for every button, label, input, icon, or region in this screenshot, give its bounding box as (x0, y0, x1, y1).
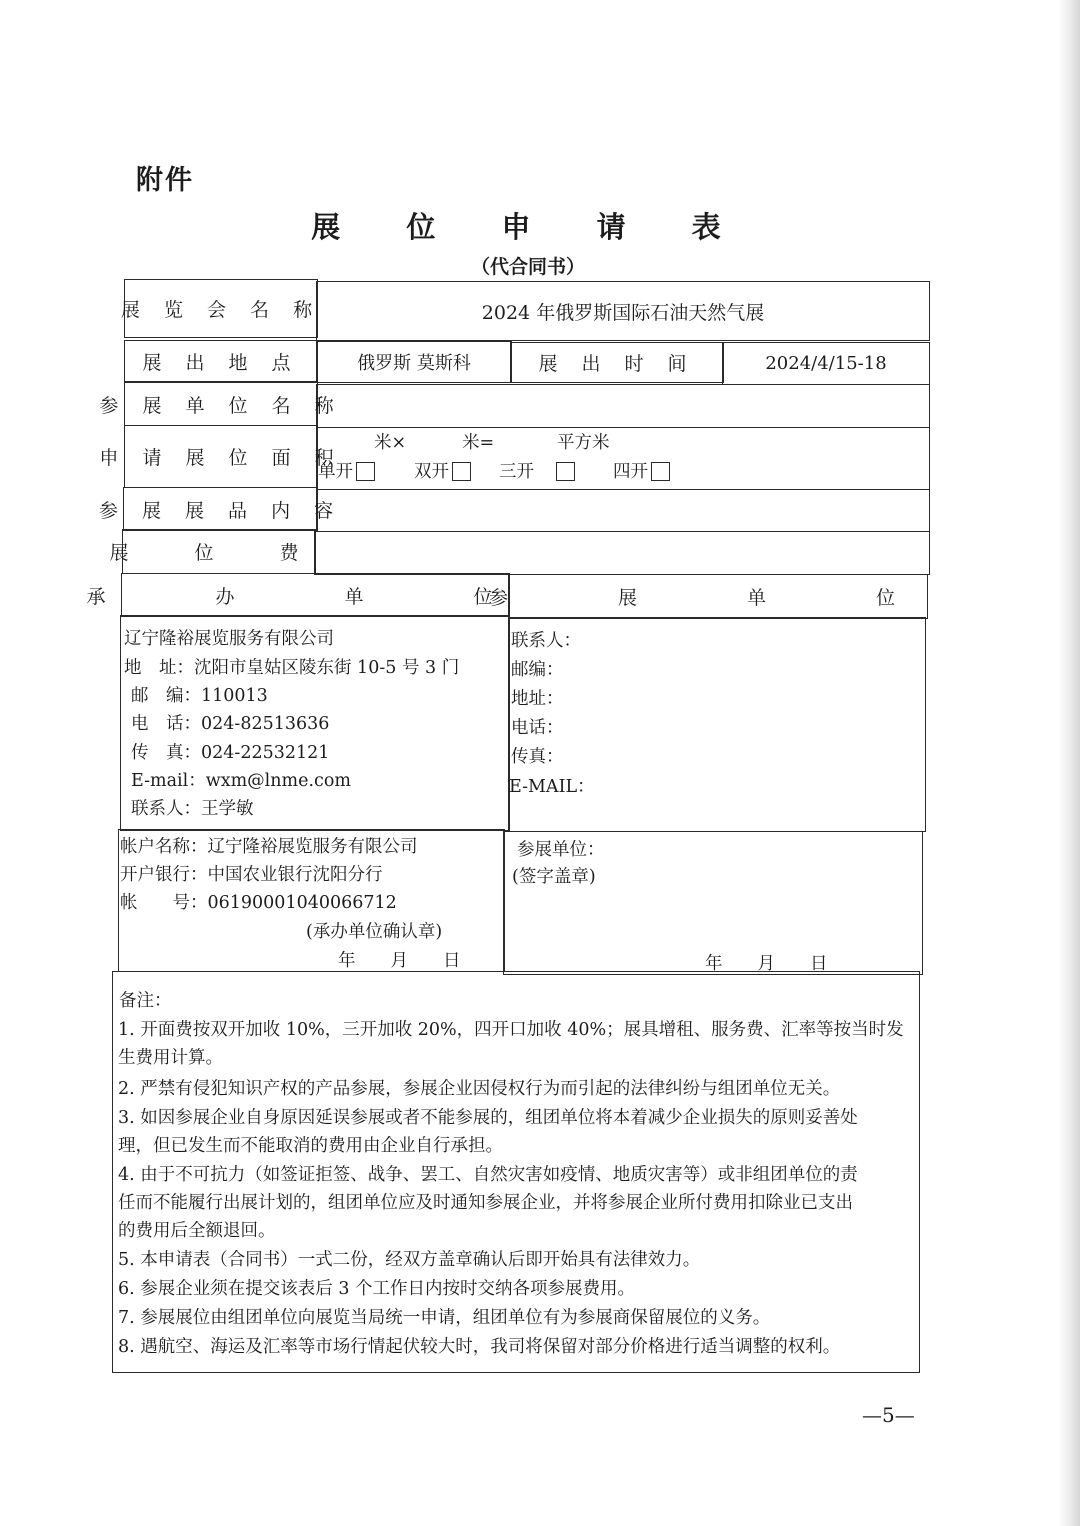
exhibitor-contact: 联系人： (511, 631, 581, 651)
exhibitor-fax: 传真： (511, 747, 564, 767)
time-label: 展 出 时 间 (538, 353, 696, 375)
open-triple-checkbox[interactable] (556, 462, 575, 481)
organizer-bank: 开户银行：中国农业银行沈阳分行 (120, 865, 383, 885)
area-label: 申 请 展 位 面 积 (99, 447, 343, 469)
organizer-phone: 电 话：024-82513636 (131, 714, 330, 734)
organizer-account-number: 帐 号：06190001040066712 (120, 893, 397, 913)
area-unit-meter-1: 米× (374, 433, 407, 453)
fee-value[interactable] (314, 531, 930, 575)
note-line: 6. 参展企业须在提交该表后 3 个工作日内按时交纳各项参展费用。 (118, 1279, 636, 1299)
exhibitor-phone: 电话： (511, 718, 564, 738)
exhibitor-date-line: 年 月 日 (705, 954, 828, 974)
exhibitor-name-label: 参 展 单 位 名 称 (99, 394, 343, 417)
note-line: 5. 本申请表（合同书）一式二份，经双方盖章确认后即开始具有法律效力。 (118, 1250, 701, 1270)
exhibits-value[interactable] (316, 489, 930, 532)
area-unit-sqm: 平方米 (557, 433, 610, 453)
note-line: 的费用后全额退回。 (118, 1221, 276, 1241)
note-line: 4. 由于不可抗力（如签证拒签、战争、罢工、自然灾害如疫情、地质灾害等）或非组团单位的责 (118, 1165, 858, 1185)
page-edge-shadow (1058, 0, 1080, 1526)
expo-name-value: 2024 年俄罗斯国际石油天然气展 (481, 301, 765, 324)
note-line: 理，但已发生而不能取消的费用由企业自行承担。 (118, 1136, 503, 1156)
time-value: 2024/4/15-18 (765, 353, 887, 374)
exhibitor-sign-seal: (签字盖章) (512, 867, 596, 887)
note-line: 1. 开面费按双开加收 10%，三开加收 20%，四开口加收 40%；展具增租、服务费、汇率等按当时发 (118, 1020, 904, 1040)
open-single-label: 单开 (318, 462, 353, 482)
page-number: —5— (862, 1403, 915, 1427)
open-quad-label: 四开 (613, 462, 648, 482)
fee-label: 展 位 费 (109, 542, 329, 564)
location-value: 俄罗斯 莫斯科 (357, 353, 471, 374)
open-single-checkbox[interactable] (356, 462, 375, 481)
organizer-contact: 联系人：王学敏 (131, 799, 254, 819)
organizer-fax: 传 真：024-22532121 (131, 743, 330, 763)
organizer-account-name: 帐户名称：辽宁隆裕展览服务有限公司 (120, 837, 418, 857)
form-title: 展 位 申 请 表 (311, 210, 749, 244)
note-line: 任而不能履行出展计划的，组团单位应及时通知参展企业，并将参展企业所付费用扣除业已支出 (118, 1193, 853, 1213)
exhibitor-email: E-MAIL： (509, 777, 595, 797)
organizer-email: E-mail：wxm@lnme.com (131, 771, 351, 791)
organizer-company: 辽宁隆裕展览服务有限公司 (124, 629, 334, 649)
note-line: 生费用计算。 (118, 1048, 223, 1068)
area-unit-meter-2: 米= (462, 433, 495, 453)
exhibitor-unit-label: 参展单位： (517, 840, 605, 860)
open-double-option[interactable] (414, 458, 471, 483)
note-line: 3. 如因参展企业自身原因延误参展或者不能参展的，组团单位将本着减少企业损失的原则妥善处 (118, 1108, 858, 1128)
open-double-checkbox[interactable] (452, 462, 471, 481)
open-quad-option[interactable] (613, 458, 670, 483)
open-triple-label: 三开 (499, 462, 534, 482)
open-quad-checkbox[interactable] (651, 462, 670, 481)
notes-header: 备注： (119, 991, 172, 1011)
open-triple-option[interactable] (499, 458, 575, 483)
organizer-address: 地 址：沈阳市皇姑区陵东街 10-5 号 3 门 (124, 658, 460, 678)
open-single-option[interactable] (318, 458, 375, 483)
attachment-label: 附件 (136, 165, 194, 196)
organizer-postcode: 邮 编：110013 (131, 686, 268, 706)
exhibitor-address: 地址： (511, 689, 564, 709)
note-line: 8. 遇航空、海运及汇率等市场行情起伏较大时，我司将保留对部分价格进行适当调整的权利。 (118, 1337, 841, 1357)
organizer-header: 承 办 单 位 (86, 585, 545, 608)
exhibitor-header: 参 展 单 位 (488, 587, 948, 609)
note-line: 7. 参展展位由组团单位向展览当局统一申请，组团单位有为参展商保留展位的义务。 (118, 1308, 771, 1328)
organizer-confirm-seal: (承办单位确认章) (306, 922, 443, 942)
expo-name-label: 展 览 会 名 称 (120, 299, 322, 321)
form-subtitle: （代合同书） (470, 256, 585, 278)
exhibitor-postcode: 邮编： (511, 660, 564, 680)
open-double-label: 双开 (414, 462, 449, 482)
note-line: 2. 严禁有侵犯知识产权的产品参展，参展企业因侵权行为而引起的法律纠纷与组团单位无关。 (118, 1079, 841, 1099)
organizer-date-line: 年 月 日 (338, 951, 461, 971)
exhibits-label: 参 展 展 品 内 容 (98, 499, 343, 522)
exhibitor-name-value[interactable] (316, 384, 930, 428)
location-label: 展 出 地 点 (142, 351, 300, 374)
